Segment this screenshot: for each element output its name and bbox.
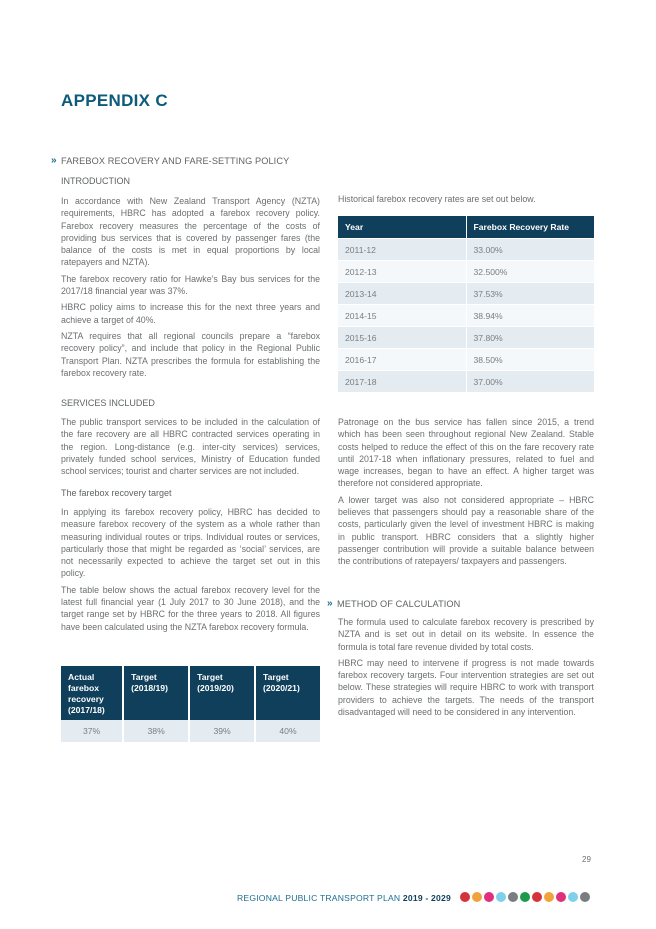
decorative-dot-icon [472,892,482,902]
table-cell: 2016-17 [338,349,466,371]
paragraph: The farebox recovery ratio for Hawke’s Bay bus services for the 2017/18 financial year was 37%. [61,273,320,297]
footer-text: REGIONAL PUBLIC TRANSPORT PLAN [237,893,403,903]
footer-dots [460,892,590,902]
table-header-cell: Year [338,216,466,239]
decorative-dot-icon [496,892,506,902]
decorative-dot-icon [484,892,494,902]
decorative-dot-icon [520,892,530,902]
table-header-cell: Actual farebox recovery (2017/18) [61,666,123,720]
table-row [338,327,594,349]
table-cell: 2013-14 [338,283,466,305]
chevron-icon: » [51,155,57,166]
table-cell: 37.00% [466,371,594,393]
footer-title [237,893,451,903]
paragraph: The public transport services to be included in the calculation of the fare recovery are all HBRC contracted services operating in the region. Long-distance (e.g. inter-city services) services, privately funded school services, Ministry of Education funded school services; tourist and charter services are not included. [61,417,320,477]
table-cell: 2012-13 [338,261,466,283]
paragraph: A lower target was also not considered appropriate – HBRC believes that passengers should pay a reasonable share of the costs, particularly given the level of investment HBRC is making in public transport. HBRC considers that a slightly higher passenger contribution will provide a suitable balance between the contributions of ratepayers/ taxpayers and passengers. [338,494,594,567]
right-column-method [338,616,594,718]
table-cell: 2011-12 [338,239,466,261]
decorative-dot-icon [568,892,578,902]
table-cell: 38.94% [466,305,594,327]
table-cell: 2017-18 [338,371,466,393]
paragraph: The table below shows the actual farebox recovery level for the latest full financial year (1 July 2017 to 30 June 2018), and the target range set by HBRC for the three years to 2018. All figures have been calculated using the NZTA farebox recovery formula. [61,584,320,632]
table-header-cell: Farebox Recovery Rate [466,216,594,239]
decorative-dot-icon [556,892,566,902]
table-cell: 33.00% [466,239,594,261]
paragraph: HBRC policy aims to increase this for the next three years and achieve a target of 40%. [61,302,320,325]
section-heading-farebox [51,155,290,166]
decorative-dot-icon [532,892,542,902]
table-cell: 37.53% [466,283,594,305]
table-row [338,239,594,261]
decorative-dot-icon [580,892,590,902]
table-cell: 38.50% [466,349,594,371]
table-row [338,305,594,327]
table-cell: 32.500% [466,261,594,283]
section-heading-text: FAREBOX RECOVERY AND FARE-SETTING POLICY [61,156,290,166]
paragraph: NZTA requires that all regional councils prepare a “farebox recovery policy”, and include that policy in the Regional Public Transport Plan. NZTA prescribes the formula for establishing the farebox recovery rate. [61,330,320,378]
section-heading-method [327,598,461,609]
left-column-target [61,506,320,633]
paragraph: HBRC may need to intervene if progress is not made towards farebox recovery targets. Four intervention strategies are set out below. These strategies will require HBRC to work with transport providers to achieve the targets. The needs of the transport disadvantaged will need to be considered in any intervention. [338,657,594,718]
table-cell: 37% [61,720,123,742]
paragraph: Patronage on the bus service has fallen since 2015, a trend which has been seen throughout regional New Zealand. Stable costs helped to reduce the effect of this on the fare recovery rate until 2017-18 when inflationary pressures, related to fuel and wage increases, began to have an effect. A higher target was therefore not considered appropriate. [338,417,594,489]
table-cell: 2015-16 [338,327,466,349]
table-header-row [61,666,320,720]
table-row [61,720,320,742]
page-number: 29 [582,855,591,864]
decorative-dot-icon [508,892,518,902]
table-row [338,261,594,283]
table-header-cell: Target (2018/19) [123,666,189,720]
subheading-services-included: SERVICES INCLUDED [61,398,155,408]
table-row [338,349,594,371]
table-cell: 39% [189,720,255,742]
table-cell: 40% [255,720,320,742]
table-header-cell: Target (2019/20) [189,666,255,720]
footer-years: 2019 - 2029 [402,893,451,903]
paragraph: In accordance with New Zealand Transport Agency (NZTA) requirements, HBRC has adopted a farebox recovery policy. Farebox recovery measures the percentage of the costs of providing bus services that is covered by passenger fares (the balance of the costs is met in equal proportions by local ratepayers and NZTA). [61,196,320,268]
historical-table [338,216,594,392]
paragraph: In applying its farebox recovery policy, HBRC has decided to measure farebox recovery of the system as a whole rather than measuring individual routes or trips. Individual routes or services, particularly those that might be regarded as ‘social’ services, are not necessarily expected to achieve the target set out in this policy. [61,507,320,579]
target-table [61,666,320,742]
subheading-introduction: INTRODUCTION [61,176,130,186]
chevron-icon: » [327,598,333,609]
right-column-patronage [338,416,594,568]
table-row [338,283,594,305]
section-heading-text: METHOD OF CALCULATION [337,599,461,609]
left-column-intro [61,195,320,379]
table-cell: 37.80% [466,327,594,349]
table-header-cell: Target (2020/21) [255,666,320,720]
decorative-dot-icon [460,892,470,902]
paragraph: The formula used to calculate farebox recovery is prescribed by NZTA and is set out in detail on its website. In essence the formula is total fare revenue divided by total costs. [338,617,594,652]
page-title: APPENDIX C [61,91,168,110]
table-header-row [338,216,594,239]
historical-intro [338,193,594,205]
table-cell: 38% [123,720,189,742]
left-column-services [61,416,320,477]
subheading-target: The farebox recovery target [61,488,172,498]
table-cell: 2014-15 [338,305,466,327]
decorative-dot-icon [544,892,554,902]
paragraph: Historical farebox recovery rates are set out below. [338,194,536,204]
table-row [338,371,594,393]
